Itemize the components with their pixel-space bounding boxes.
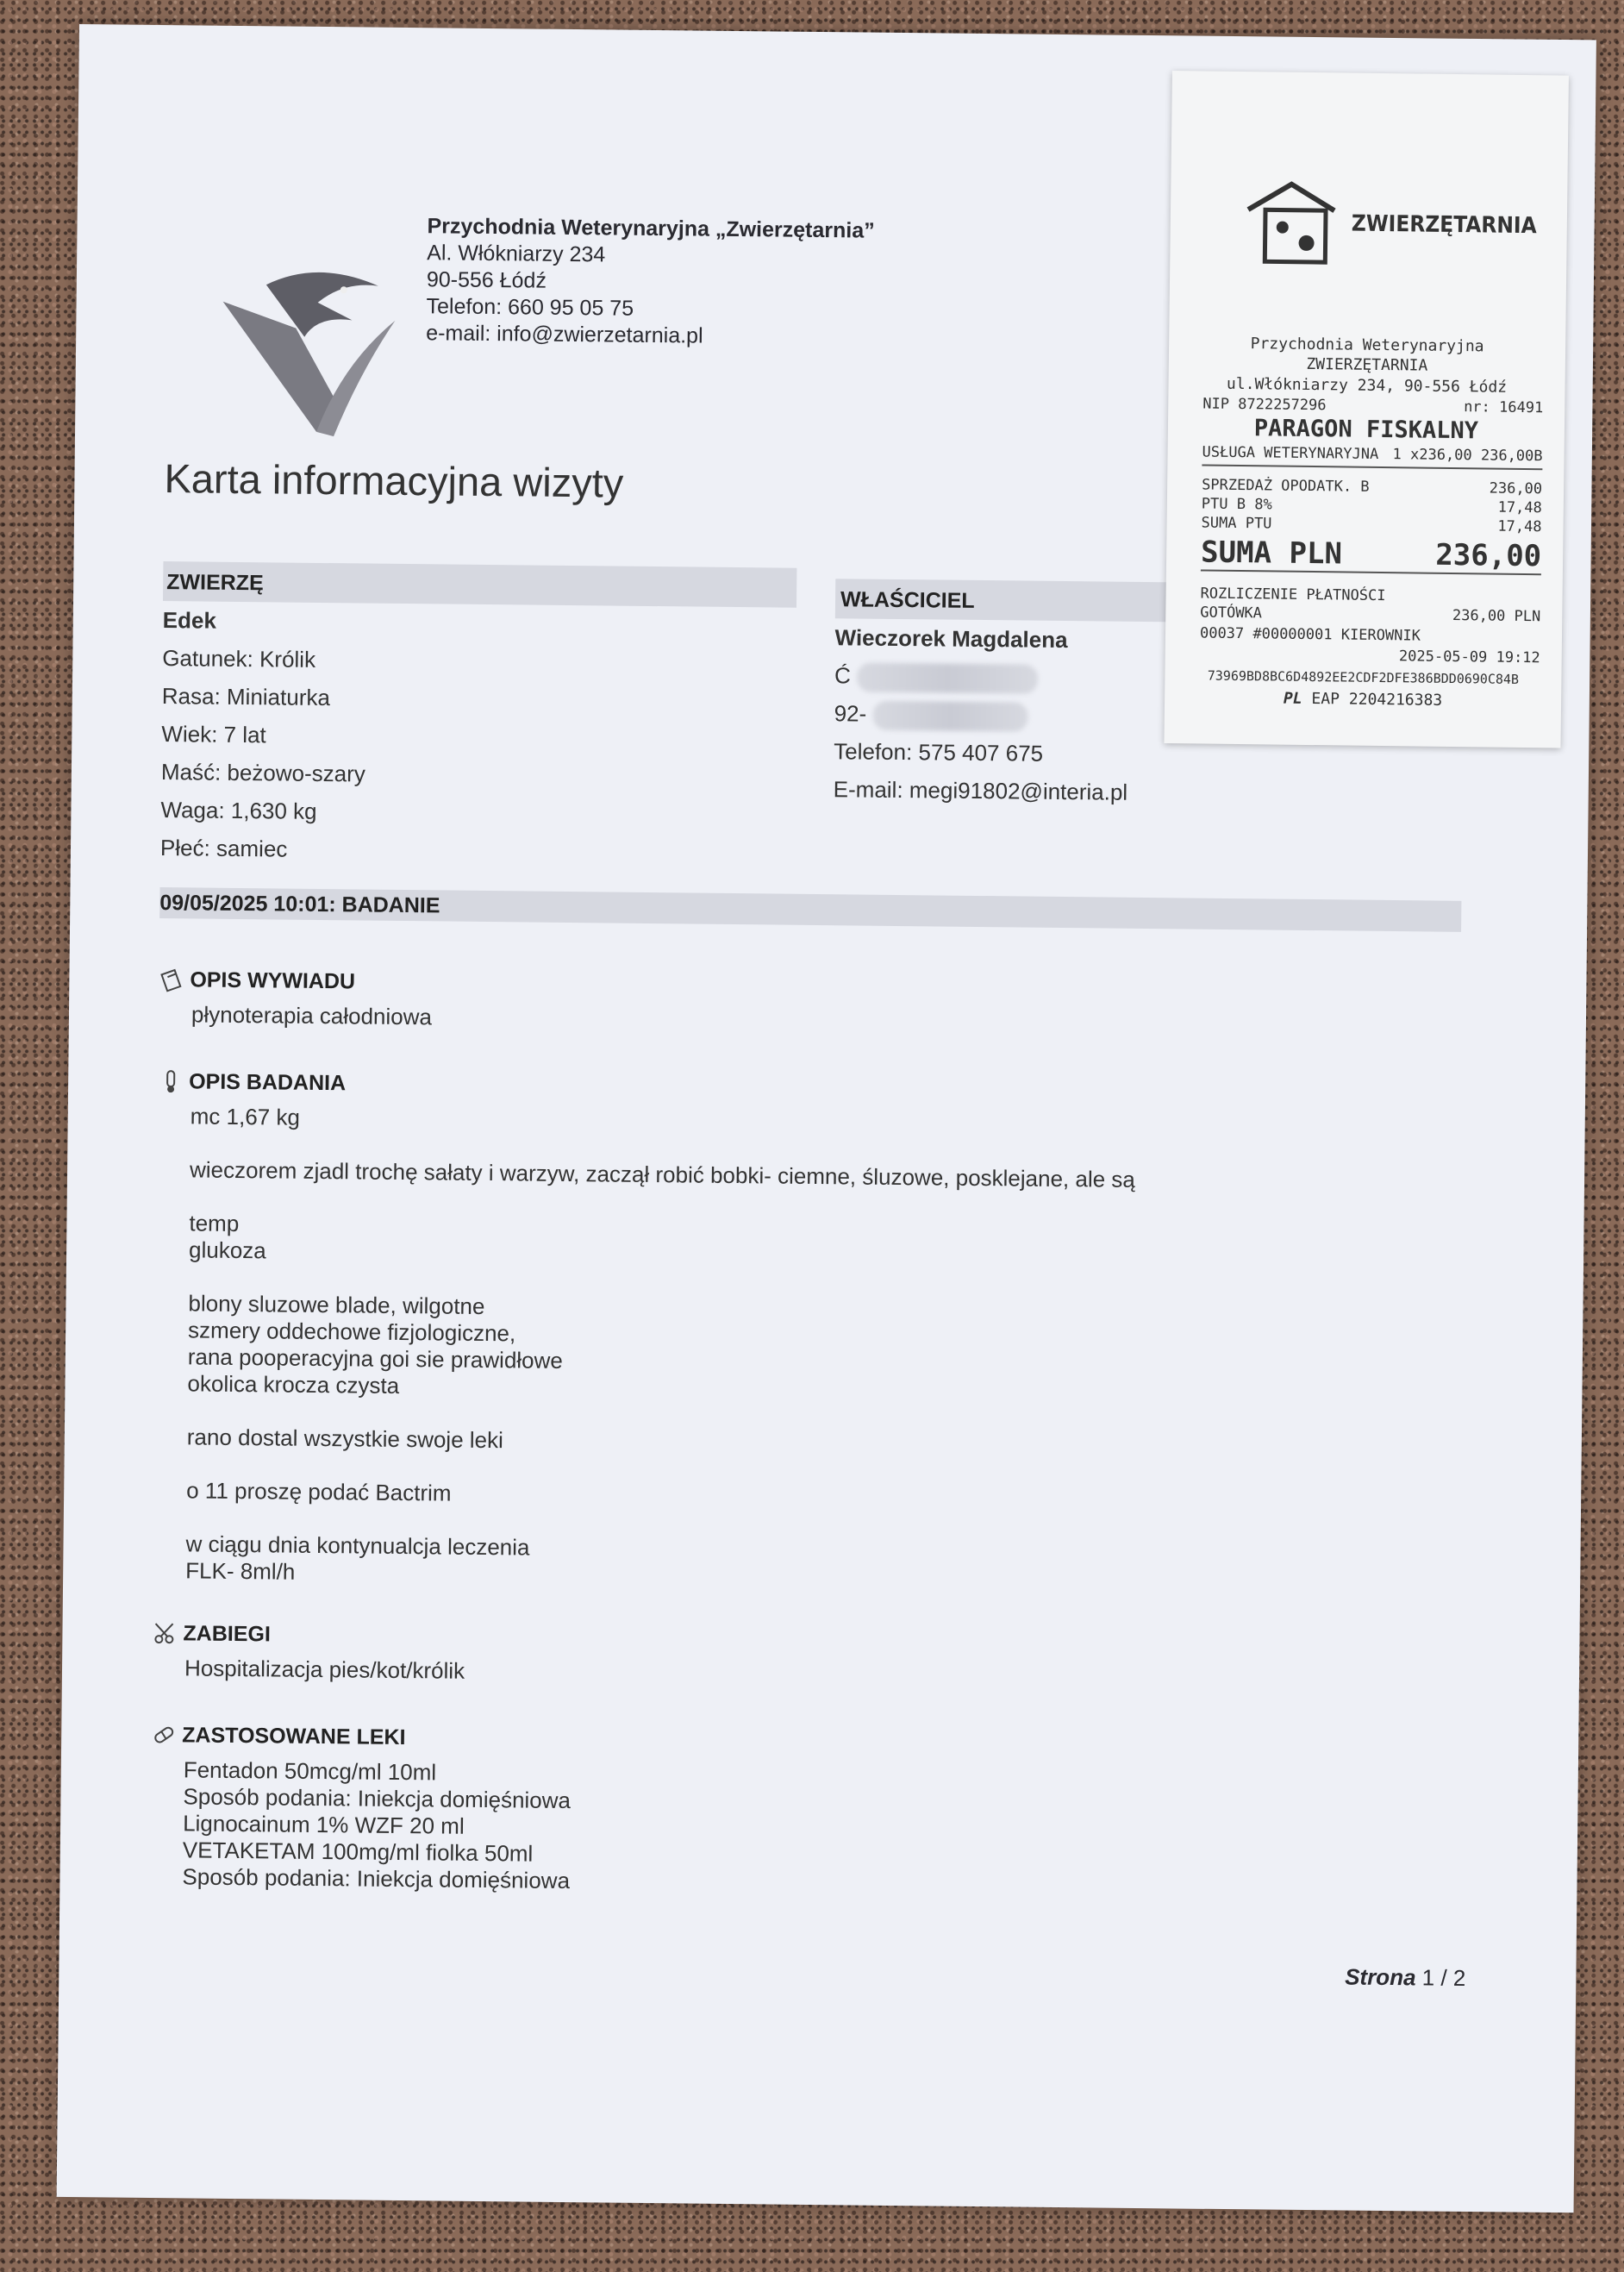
animal-heading: ZWIERZĘ xyxy=(166,570,264,596)
fiscal-logo-icon: PL xyxy=(1283,689,1312,709)
receipt-sum-ptu-label: SUMA PTU xyxy=(1201,514,1272,533)
receipt-cash-label: GOTÓWKA xyxy=(1200,604,1263,623)
procedures-block xyxy=(152,1620,1446,1695)
pill-icon xyxy=(151,1722,177,1748)
receipt-cash-row xyxy=(1200,604,1540,625)
receipt-item-amount: 1 x236,00 236,00B xyxy=(1392,446,1543,466)
animal-breed: Rasa: Miniaturka xyxy=(161,683,331,711)
receipt-line-2: ZWIERZĘTARNIA xyxy=(1306,354,1428,375)
drugs-heading: ZASTOSOWANE LEKI xyxy=(182,1722,406,1749)
exam-header xyxy=(158,1068,1451,1108)
receipt-cash-value: 236,00 PLN xyxy=(1452,607,1541,626)
receipt-datetime-row xyxy=(1200,645,1540,667)
clinic-address-street: Al. Włókniarzy 234 xyxy=(427,241,606,267)
receipt-ptu-label: PTU B 8% xyxy=(1201,495,1272,514)
receipt-total-value: 236,00 xyxy=(1435,537,1542,574)
receipt-title: PARAGON FISKALNY xyxy=(1253,415,1479,445)
clinic-name: Przychodnia Weterynaryjna „Zwierzętarnia” xyxy=(427,214,875,243)
interview-header xyxy=(159,967,1452,1006)
receipt-settlement-row xyxy=(1200,585,1540,606)
store-logo-icon xyxy=(1230,175,1352,272)
owner-email: E-mail: megi91802@interia.pl xyxy=(833,776,1128,805)
animal-header-bar xyxy=(163,561,796,608)
receipt-total-label: SUMA PLN xyxy=(1200,535,1343,572)
receipt-sum-ptu-value: 17,48 xyxy=(1497,517,1542,536)
receipt-address: ul.Włókniarzy 234, 90-556 Łódź xyxy=(1226,374,1508,397)
drugs-block xyxy=(149,1722,1444,1904)
notepad-icon xyxy=(159,967,184,992)
receipt-item-row xyxy=(1202,443,1542,470)
drugs-text: Fentadon 50mcg/ml 10ml Sposób podania: Iniekcja domięśniowa Lignocainum 1% WZF 20 ml VETAKETAM 100mg/ml fiolka 50ml Sposób podania: Iniekcja domięśniowa xyxy=(182,1756,572,1894)
clinic-info xyxy=(426,213,875,351)
animal-weight: Waga: 1,630 kg xyxy=(160,797,317,824)
procedures-heading: ZABIEGI xyxy=(183,1620,272,1646)
owner-address-line2-text: 92- xyxy=(834,700,867,727)
animal-age: Wiek: 7 lat xyxy=(161,721,266,748)
receipt-device-id: EAP 2204216383 xyxy=(1311,690,1443,710)
redaction-blur xyxy=(872,701,1027,732)
page-label: Strona xyxy=(1345,1963,1416,1991)
drugs-header xyxy=(151,1722,1444,1762)
receipt-datetime: 2025-05-09 19:12 xyxy=(1398,648,1540,667)
fiscal-receipt xyxy=(1164,71,1568,748)
owner-name: Wieczorek Magdalena xyxy=(834,624,1068,654)
animal-sex: Płeć: samiec xyxy=(159,835,288,862)
receipt-ptu-value: 17,48 xyxy=(1497,498,1542,517)
owner-address-line1-text: Ć xyxy=(834,662,852,689)
receipt-device xyxy=(1165,688,1561,711)
visit-heading: 09/05/2025 10:01: BADANIE xyxy=(159,891,440,918)
animal-section xyxy=(160,561,797,873)
animal-name: Edek xyxy=(162,607,217,634)
receipt-line-1: Przychodnia Weterynaryjna xyxy=(1250,335,1484,356)
animal-species: Gatunek: Królik xyxy=(162,645,316,673)
receipt-sum-ptu-row xyxy=(1201,514,1541,535)
clinic-logo xyxy=(213,250,413,441)
page-number xyxy=(1345,1963,1466,1991)
receipt-cashier-row xyxy=(1200,624,1540,646)
receipt-item: USŁUGA WETERYNARYJNA xyxy=(1202,443,1379,463)
exam-heading: OPIS BADANIA xyxy=(189,1068,347,1095)
clinic-phone: Telefon: 660 95 05 75 xyxy=(426,294,634,321)
receipt-nip: NIP 8722257296 xyxy=(1202,395,1327,415)
receipt-ptu-row xyxy=(1202,495,1542,516)
exam-block xyxy=(153,1068,1451,1598)
owner-heading: WŁAŚCICIEL xyxy=(840,587,975,613)
scissors-icon xyxy=(152,1620,178,1646)
exam-text: mc 1,67 kg wieczorem zjadl trochę sałaty i warzyw, zaczął robić bobki- ciemne, śluzowe, posklejane, ale są temp glukoza blony sluzowe blade, wilgotne szmery oddechowe fizjologiczne, rana pooperacyjna goi sie prawidłowe okolica krocza czysta rano dostal wszystkie swoje leki o 11 proszę podać Bactrim w ciągu dnia kontynualcja leczenia FLK- 8ml/h xyxy=(185,1103,1136,1585)
page-current: 1 xyxy=(1421,1964,1435,1991)
receipt-total-row xyxy=(1201,535,1541,575)
store-brand: ZWIERZĘTARNIA xyxy=(1351,210,1537,240)
procedures-header xyxy=(152,1620,1445,1660)
receipt-cashier: 00037 #00000001 KIEROWNIK xyxy=(1199,624,1421,645)
receipt-sale-value: 236,00 xyxy=(1489,479,1543,498)
interview-text: płynoterapia całodniowa xyxy=(191,1001,433,1030)
receipt-sale-label: SPRZEDAŻ OPODATK. B xyxy=(1202,476,1370,496)
interview-heading: OPIS WYWIADU xyxy=(190,967,356,993)
owner-phone: Telefon: 575 407 675 xyxy=(834,738,1044,767)
visit-header-bar xyxy=(159,887,1461,932)
page-total: / 2 xyxy=(1440,1964,1466,1991)
animal-coat: Maść: beżowo-szary xyxy=(160,759,366,787)
receipt-sale-row xyxy=(1202,476,1542,498)
redaction-blur xyxy=(857,663,1038,694)
receipt-number: nr: 16491 xyxy=(1464,398,1544,417)
page-title: Karta informacyjna wizyty xyxy=(164,455,624,506)
receipt-settlement: ROZLICZENIE PŁATNOŚCI xyxy=(1200,585,1386,605)
clinic-email: e-mail: info@zwierzetarnia.pl xyxy=(426,321,703,348)
thermometer-icon xyxy=(158,1068,184,1094)
interview-block xyxy=(159,967,1452,1042)
procedures-text: Hospitalizacja pies/kot/królik xyxy=(184,1655,465,1684)
clinic-address-city: 90-556 Łódź xyxy=(426,267,547,293)
receipt-hash: 73969BD8BC6D4892EE2CDF2DFE386BDD0690C84B xyxy=(1207,667,1520,687)
receipt-nip-row xyxy=(1202,395,1543,416)
